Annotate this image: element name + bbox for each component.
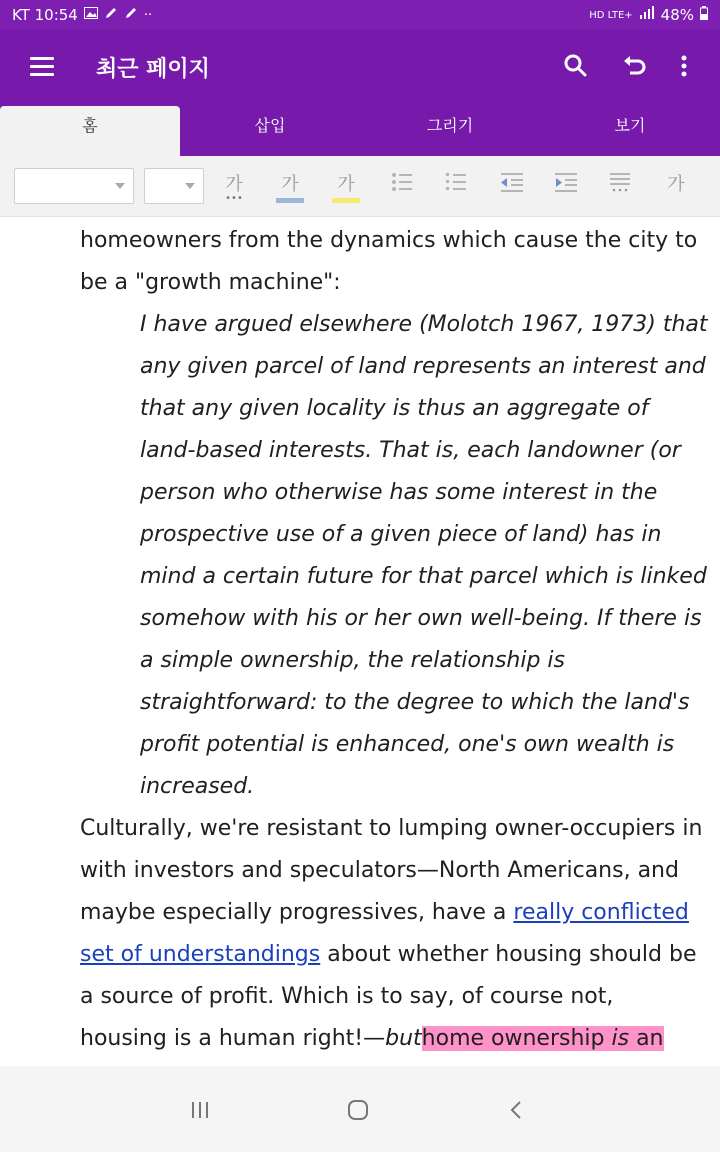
- font-size-dropdown[interactable]: [144, 168, 204, 204]
- system-nav-bar: [0, 1066, 720, 1152]
- highlighted-text: home ownership is an: [421, 1026, 664, 1051]
- pencil-icon: [104, 6, 118, 24]
- recent-apps-icon[interactable]: [182, 1096, 222, 1126]
- quote-line: profit potential is enhanced, one's own wealth is: [140, 732, 675, 757]
- tab-view[interactable]: 보기: [614, 116, 646, 135]
- quote-line: somehow with his or her own well-being. If there is: [140, 606, 702, 631]
- quote-line: straightforward: to the degree to which the land's: [140, 690, 690, 715]
- signal-icon: [639, 6, 655, 24]
- search-icon[interactable]: [562, 52, 592, 82]
- paragraph-line: housing is a human right!—buthome ownership is an: [80, 1026, 664, 1051]
- indent-icon[interactable]: [551, 170, 581, 202]
- clear-formatting-button[interactable]: 가: [667, 174, 685, 195]
- paragraph-line: with investors and speculators—North Americans, and: [80, 858, 679, 883]
- quote-line: land-based interests. That is, each landowner (or: [140, 438, 681, 463]
- tab-draw[interactable]: 그리기: [426, 116, 474, 135]
- article-link[interactable]: set of understandings: [80, 942, 321, 967]
- font-name-dropdown[interactable]: [14, 168, 134, 204]
- more-options-icon[interactable]: [670, 52, 700, 82]
- battery-icon: [700, 6, 708, 24]
- paragraph-line: be a "growth machine":: [80, 270, 341, 295]
- undo-icon[interactable]: [620, 52, 650, 82]
- quote-line: a simple ownership, the relationship is: [140, 648, 565, 673]
- quote-line: that any given locality is thus an aggregate of: [140, 396, 649, 421]
- paragraph-line: set of understandings about whether housing should be: [80, 942, 697, 967]
- carrier-time: KT 10:54: [12, 6, 78, 24]
- tab-insert[interactable]: 삽입: [254, 116, 286, 135]
- pencil-icon: [124, 6, 138, 24]
- battery-level: 48%: [660, 6, 694, 24]
- underline-button[interactable]: 가: [275, 170, 305, 202]
- bold-button[interactable]: 가 •••: [225, 174, 243, 204]
- quote-line: any given parcel of land represents an interest and: [140, 354, 706, 379]
- article-link[interactable]: really conflicted: [513, 900, 689, 925]
- paragraph-line: a source of profit. Which is to say, of course not,: [80, 984, 614, 1009]
- quote-line: increased.: [140, 774, 255, 799]
- numbered-list-icon[interactable]: [441, 170, 471, 202]
- quote-line: prospective use of a given piece of land) has in: [140, 522, 662, 547]
- format-toolbar: [0, 156, 720, 217]
- ribbon-tabs: [0, 106, 720, 156]
- bullet-list-icon[interactable]: [387, 170, 417, 202]
- paragraph-line: maybe especially progressives, have a really conflicted: [80, 900, 689, 925]
- page-title: 최근 페이지: [96, 57, 210, 82]
- outdent-icon[interactable]: [497, 170, 527, 202]
- highlight-button[interactable]: 가: [331, 170, 361, 202]
- quote-line: person who otherwise has some interest in the: [140, 480, 658, 505]
- app-bar: [0, 30, 720, 106]
- paragraph-line: homeowners from the dynamics which cause the city to: [80, 228, 698, 253]
- quote-line: I have argued elsewhere (Molotch 1967, 1973) that: [140, 312, 708, 337]
- image-icon: [84, 7, 98, 23]
- note-content[interactable]: [0, 216, 720, 1066]
- network-indicator: HD LTE+: [589, 9, 633, 21]
- home-icon[interactable]: [340, 1096, 380, 1126]
- menu-icon[interactable]: [30, 57, 54, 77]
- paragraph-line: Culturally, we're resistant to lumping owner-occupiers in: [80, 816, 703, 841]
- more-dots-icon: ··: [143, 7, 153, 23]
- quote-line: mind a certain future for that parcel which is linked: [140, 564, 707, 589]
- tab-home[interactable]: 홈: [0, 106, 180, 158]
- status-bar: [0, 0, 720, 30]
- back-icon[interactable]: [498, 1096, 538, 1126]
- align-icon[interactable]: [605, 170, 635, 202]
